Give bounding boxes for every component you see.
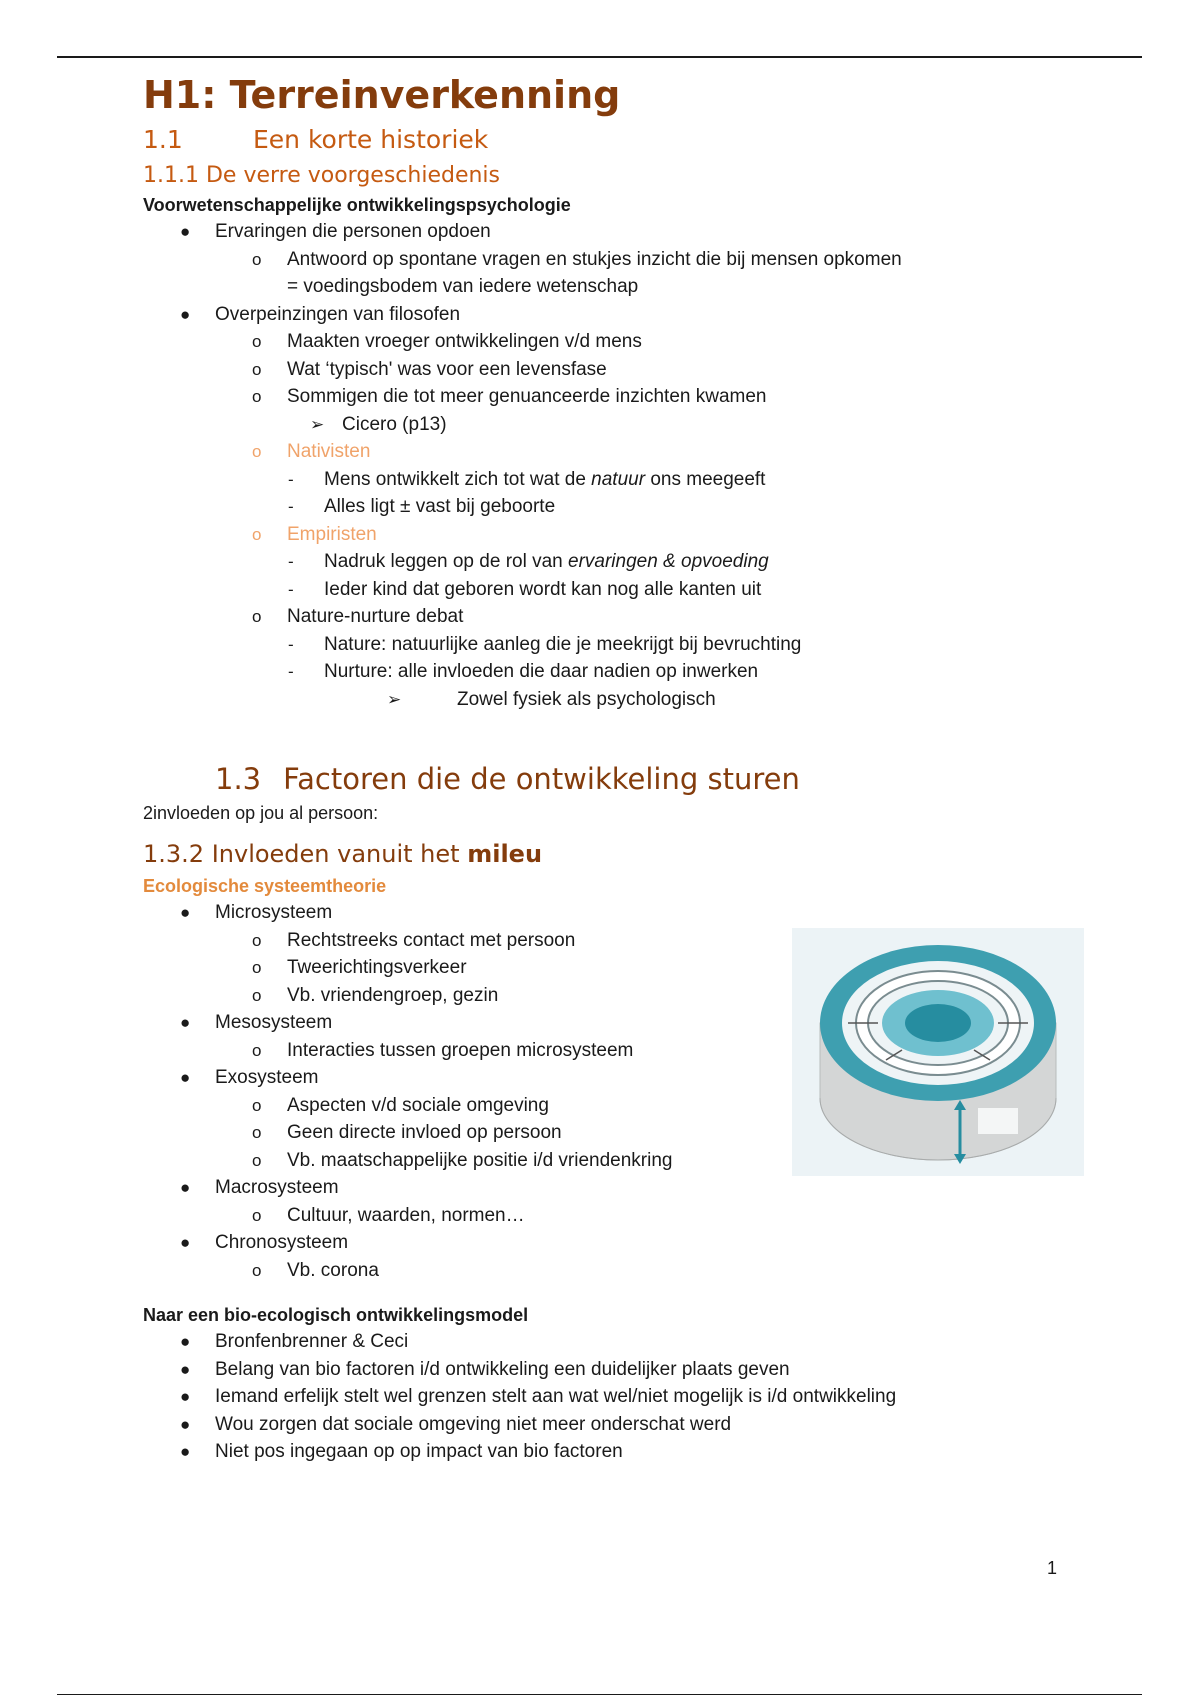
circle-bullet-icon: o (252, 1040, 262, 1060)
subsection-heading-1-1-1: 1.1.1 De verre voorgeschiedenis (143, 163, 501, 188)
list-item: o Vb. maatschappelijke positie i/d vriendenkring (143, 1147, 1143, 1175)
circle-bullet-icon: o (252, 1150, 262, 1170)
header-rule (57, 56, 1142, 58)
list-item: - Nadruk leggen op de rol van ervaringen & opvoeding (143, 548, 1143, 576)
list-item: o Antwoord op spontane vragen en stukjes inzicht die bij mensen opkomen (143, 246, 1143, 274)
bullet-icon: ● (180, 222, 191, 241)
bullet-icon: ● (180, 1013, 191, 1032)
list-item-continuation: = voedingsbodem van iedere wetenschap (287, 276, 639, 297)
circle-bullet-icon: o (252, 930, 262, 950)
arrow-bullet-icon: ➢ (387, 689, 402, 709)
list-item: - Mens ontwikkelt zich tot wat de natuur ons meegeeft (143, 466, 1143, 494)
list-item-nativisten: o Nativisten (143, 438, 1143, 466)
bullet-icon: ● (180, 1414, 191, 1434)
section-heading-1-3 (215, 759, 1143, 799)
list-item: ● Microsysteem (143, 899, 1143, 927)
circle-bullet-icon: o (252, 524, 262, 544)
list-item: o Sommigen die tot meer genuanceerde inzichten kwamen (143, 383, 1143, 411)
document-page (143, 70, 1143, 1466)
bullet-icon: ● (180, 1233, 191, 1252)
dash-bullet-icon: - (288, 497, 294, 516)
list-item: - Nature: natuurlijke aanleg die je meekrijgt bij bevruchting (143, 631, 1143, 659)
list-item: o Cultuur, waarden, normen… (143, 1202, 1143, 1230)
list-item-empiristen: o Empiristen (143, 521, 1143, 549)
bullet-icon: ● (180, 304, 191, 324)
circle-bullet-icon: o (252, 958, 262, 977)
bullet-icon: ● (180, 1387, 191, 1406)
list-item: ● Exosysteem (143, 1064, 1143, 1092)
eco-heading: Ecologische systeemtheorie (143, 876, 387, 896)
list-item: o Rechtstreeks contact met persoon (143, 927, 1143, 955)
list-item: o Vb. vriendengroep, gezin (143, 982, 1143, 1010)
circle-bullet-icon: o (252, 442, 262, 461)
section-label: Een korte historiek (253, 125, 489, 154)
list-item: ● Wou zorgen dat sociale omgeving niet meer onderschat werd (143, 1411, 1143, 1439)
bullet-icon: ● (180, 1178, 191, 1197)
circle-bullet-icon: o (252, 332, 262, 351)
list-item: o Aspecten v/d sociale omgeving (143, 1092, 1143, 1120)
dash-bullet-icon: - (288, 634, 294, 654)
section-heading-1-1 (143, 120, 1143, 160)
list-item: ● Overpeinzingen van filosofen (143, 301, 1143, 329)
list-item: o Geen directe invloed op persoon (143, 1119, 1143, 1147)
intro-text: 2invloeden op jou al persoon: (143, 803, 379, 823)
list-item: ● Bronfenbrenner & Ceci (143, 1328, 1143, 1356)
list-item: o Nature-nurture debat (143, 603, 1143, 631)
circle-bullet-icon: o (252, 359, 262, 379)
bullet-icon: ● (180, 1332, 191, 1351)
dash-bullet-icon: - (288, 662, 294, 681)
bullet-icon: ● (180, 1359, 191, 1379)
circle-bullet-icon: o (252, 1260, 262, 1280)
list-item: o Wat ‘typisch' was voor een levensfase (143, 356, 1143, 384)
ecological-model-diagram (792, 928, 1084, 1176)
footer-rule (57, 1694, 1142, 1695)
dash-bullet-icon: - (288, 552, 294, 571)
circle-bullet-icon: o (252, 249, 262, 269)
list-item: - Nurture: alle invloeden die daar nadien op inwerken (143, 658, 1143, 686)
list-item: ➢ Zowel fysiek als psychologisch (143, 686, 1143, 714)
section-number: 1.1 (143, 125, 183, 154)
section-number: 1.3 (215, 762, 262, 796)
list-item: o Tweerichtingsverkeer (143, 954, 1143, 982)
circle-bullet-icon: o (252, 1123, 262, 1142)
list-item: ● Macrosysteem (143, 1174, 1143, 1202)
page-number: 1 (1047, 1558, 1058, 1578)
list-item: ➢ Cicero (p13) (143, 411, 1143, 439)
list-item: ● Mesosysteem (143, 1009, 1143, 1037)
page-title: H1: Terreinverkenning (143, 73, 621, 117)
list-item: ● Niet pos ingegaan op op impact van bio factoren (143, 1438, 1143, 1466)
subsection-heading-1-3-2: 1.3.2 Invloeden vanuit het mileu (143, 840, 543, 868)
bullet-icon: ● (180, 903, 191, 922)
list-item: ● Ervaringen die personen opdoen (143, 218, 1143, 246)
bullet-icon: ● (180, 1442, 191, 1461)
circle-bullet-icon: o (252, 985, 262, 1005)
list-item: ● Iemand erfelijk stelt wel grenzen stelt aan wat wel/niet mogelijk is i/d ontwikkeling (143, 1383, 1143, 1411)
circle-bullet-icon: o (252, 387, 262, 406)
list-item: ● Belang van bio factoren i/d ontwikkeling een duidelijker plaats geven (143, 1356, 1143, 1384)
circle-bullet-icon: o (252, 1095, 262, 1115)
paragraph-heading: Naar een bio-ecologisch ontwikkelingsmodel (143, 1305, 529, 1325)
arrow-bullet-icon: ➢ (310, 414, 325, 434)
list-item: - Ieder kind dat geboren wordt kan nog alle kanten uit (143, 576, 1143, 604)
paragraph-heading: Voorwetenschappelijke ontwikkelingspsychologie (143, 195, 571, 215)
list-item: o Vb. corona (143, 1257, 1143, 1285)
dash-bullet-icon: - (288, 469, 294, 489)
list-item: o Maakten vroeger ontwikkelingen v/d mens (143, 328, 1143, 356)
list-item: - Alles ligt ± vast bij geboorte (143, 493, 1143, 521)
time-label-box (978, 1108, 1018, 1134)
dash-bullet-icon: - (288, 579, 294, 599)
bullet-icon: ● (180, 1068, 191, 1087)
list-item: ● Chronosysteem (143, 1229, 1143, 1257)
circle-bullet-icon: o (252, 607, 262, 626)
circle-bullet-icon: o (252, 1205, 262, 1225)
ecological-model-figure (792, 928, 1084, 1176)
section-label: Factoren die de ontwikkeling sturen (283, 762, 800, 796)
list-item: o Interacties tussen groepen microsysteem (143, 1037, 1143, 1065)
